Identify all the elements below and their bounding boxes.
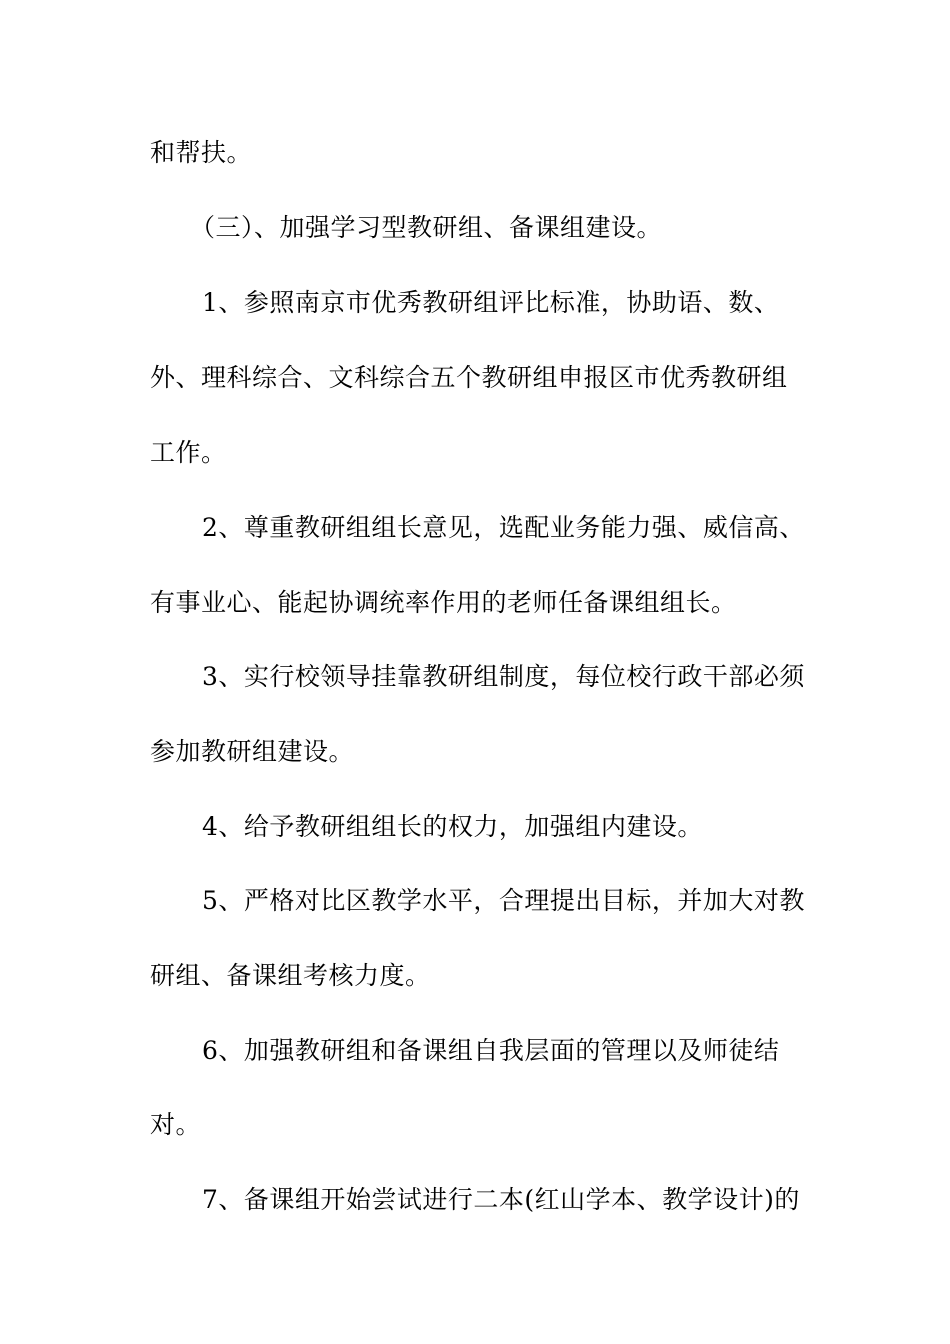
item-2-line-2: 有事业心、能起协调统率作用的老师任备课组组长。 [150,588,737,617]
item-7-line-1: 7、备课组开始尝试进行二本(红山学本、教学设计)的 [202,1185,800,1214]
item-1-line-1: 1、参照南京市优秀教研组评比标准，协助语、数、 [202,288,780,317]
item-4-line-1: 4、给予教研组组长的权力，加强组内建设。 [202,812,703,841]
text-line-1: 和帮扶。 [150,138,253,167]
item-5-line-2: 研组、备课组考核力度。 [150,961,431,990]
item-1-line-2: 外、理科综合、文科综合五个教研组申报区市优秀教研组 [150,363,788,392]
item-1-line-3: 工作。 [150,438,227,467]
item-3-line-2: 参加教研组建设。 [150,737,355,766]
item-6-line-1: 6、加强教研组和备课组自我层面的管理以及师徒结 [202,1036,780,1065]
item-5-line-1: 5、严格对比区教学水平，合理提出目标，并加大对教 [202,886,805,915]
section-heading-3: （三）、加强学习型教研组、备课组建设。 [190,213,663,242]
item-2-line-1: 2、尊重教研组组长意见，选配业务能力强、威信高、 [202,513,805,542]
item-3-line-1: 3、实行校领导挂靠教研组制度，每位校行政干部必须 [202,662,805,691]
item-6-line-2: 对。 [150,1110,202,1139]
